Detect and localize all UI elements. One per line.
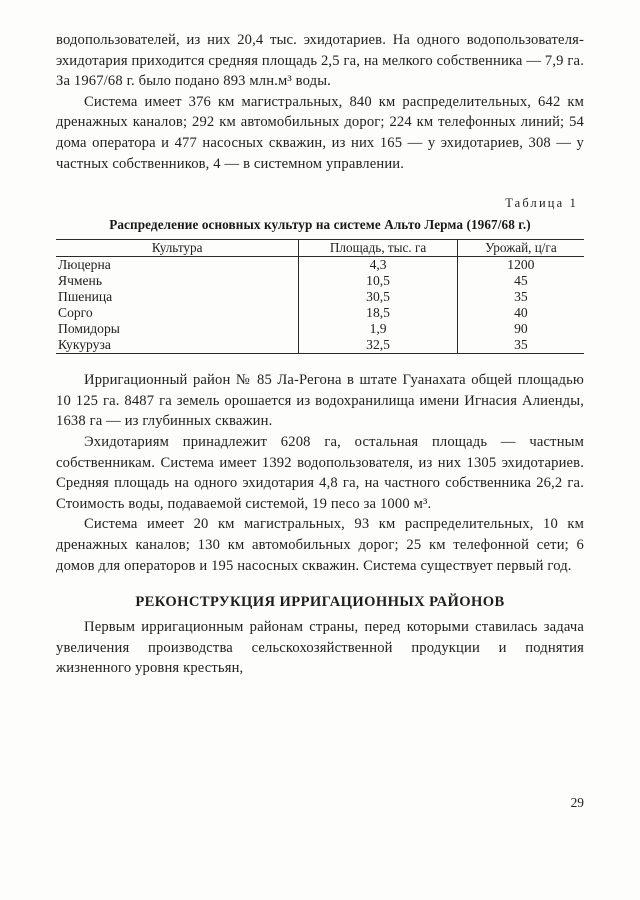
table-container	[56, 239, 584, 354]
table-row	[56, 321, 584, 337]
cell-yield: 40	[457, 305, 584, 321]
cell-culture: Кукуруза	[58, 337, 111, 353]
paragraph-block-top	[56, 30, 584, 174]
table-label: Таблица 1	[505, 196, 578, 211]
paragraph-block-bottom	[56, 617, 584, 679]
cell-area: 18,5	[299, 305, 457, 321]
table-header-culture: Культура	[56, 240, 299, 257]
cell-yield: 35	[457, 337, 584, 353]
table-row	[56, 337, 584, 353]
paragraph-3: Ирригационный район № 85 Ла-Регона в штате Гуанахата общей площадью 10 125 га. 8487 га земель орошается из водохранилища имени Игнасия Алиенды, 1638 га — из глубинных скважин.	[56, 372, 584, 430]
table-row	[56, 289, 584, 305]
spacer	[56, 354, 584, 370]
paragraph-4: Эхидотариям принадлежит 6208 га, остальная площадь — частным собственникам. Система имеет 1392 водопользователя, из них 1305 эхидотариев. Средняя площадь на одного эхидотария 4,8 га, на частного собственника 26,2 га. Стоимость воды, подаваемой системой, 19 песо за 1000 м³.	[56, 433, 584, 512]
table-header-row	[56, 240, 584, 257]
crops-table	[56, 240, 584, 353]
cell-culture: Помидоры	[58, 321, 120, 337]
table-row	[56, 257, 584, 274]
cell-culture: Ячмень	[58, 273, 103, 289]
cell-yield: 45	[457, 273, 584, 289]
cell-yield: 1200	[457, 257, 584, 274]
cell-area: 1,9	[299, 321, 457, 337]
section-heading: РЕКОНСТРУКЦИЯ ИРРИГАЦИОННЫХ РАЙОНОВ	[135, 594, 505, 611]
cell-area: 30,5	[299, 289, 457, 305]
cell-culture: Пшеница	[58, 289, 113, 305]
cell-yield: 90	[457, 321, 584, 337]
cell-area: 10,5	[299, 273, 457, 289]
paragraph-block-mid	[56, 370, 584, 576]
page-number: 29	[570, 795, 584, 810]
table-title: Распределение основных культур на системе Альто Лерма (1967/68 г.)	[109, 217, 531, 233]
paragraph-2: Система имеет 376 км магистральных, 840 км распределительных, 642 км дренажных каналов; 292 км автомобильных дорог; 224 км телефонных линий; 54 дома оператора и 477 насосных скважин, из них 165 — у эхидотариев, 308 — у частных собственников, 4 — в системном управлении.	[56, 93, 584, 172]
cell-culture: Люцерна	[58, 257, 111, 273]
paragraph-6: Первым ирригационным районам страны, перед которыми ставилась задача увеличения производства сельскохозяйственной продукции и поднятия жизненного уровня крестьян,	[56, 619, 584, 677]
page-content	[56, 30, 584, 679]
table-row	[56, 305, 584, 321]
cell-area: 32,5	[299, 337, 457, 353]
table-header-yield: Урожай, ц/га	[457, 240, 584, 257]
cell-yield: 35	[457, 289, 584, 305]
cell-area: 4,3	[299, 257, 457, 274]
paragraph-5: Система имеет 20 км магистральных, 93 км распределительных, 10 км дренажных каналов; 130 км автомобильных дорог; 25 км телефонной сети; 6 домов для операторов и 195 насосных скважин. Система существует первый год.	[56, 516, 584, 574]
table-header-area: Площадь, тыс. га	[299, 240, 457, 257]
table-row	[56, 273, 584, 289]
paragraph-1: водопользователей, из них 20,4 тыс. эхидотариев. На одного водопользователя-эхидотария приходится средняя площадь 2,5 га, на мелкого собственника — 7,9 га. За 1967/68 г. было подано 893 млн.м³ воды.	[56, 32, 584, 90]
cell-culture: Сорго	[58, 305, 93, 321]
